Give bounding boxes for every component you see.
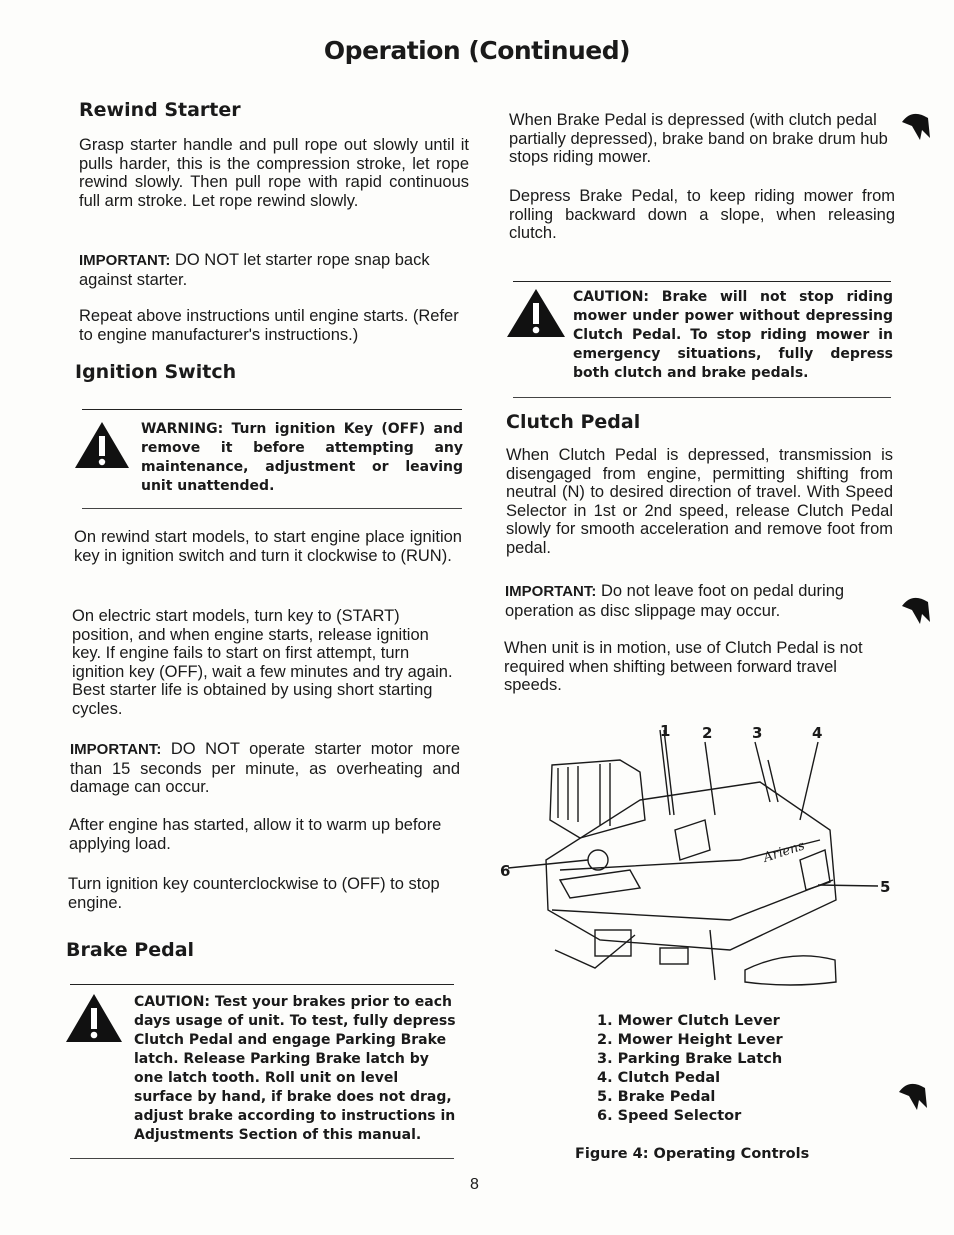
clutch-important: IMPORTANT: Do not leave foot on pedal during operation as disc slippage may occur. (505, 582, 845, 620)
figure-callout-5: 5 (880, 878, 890, 896)
clutch-heading: Clutch Pedal (506, 411, 641, 433)
ignition-important: IMPORTANT: DO NOT operate starter motor more than 15 seconds per minute, as overheating and damage can occur. (70, 740, 460, 796)
ignition-warning-top-rule (82, 409, 462, 410)
figure-callout-1: 1 (660, 722, 671, 740)
figure-callout-4: 4 (812, 724, 823, 742)
ignition-paragraph-1: On rewind start models, to start engine place ignition key in ignition switch and turn it clockwise to (RUN). (74, 528, 462, 565)
ignition-paragraph-5: Turn ignition key counterclockwise to (OFF) to stop engine. (68, 875, 440, 912)
page-title: Operation (Continued) (323, 36, 631, 65)
caution-triangle-icon (505, 287, 567, 339)
ignition-paragraph-2: On electric start models, turn key to (START) position, and when engine starts, release ignition key. If engine fails to start on first attempt, turn ignition key (OFF), wait a few minutes and try again. Best starter life is obtained by using short starting cycles. (72, 607, 453, 718)
important-label: IMPORTANT: (70, 741, 162, 758)
warning-triangle-icon (73, 420, 131, 470)
brake-paragraph-2: Depress Brake Pedal, to keep riding mower from rolling backward down a slope, when releasing clutch. (509, 187, 895, 242)
figure-brand-logo: Ariens (761, 838, 807, 866)
brake-caution-top-rule (70, 984, 454, 985)
binder-hole-mark-icon (898, 108, 932, 142)
clutch-paragraph-3: When unit is in motion, use of Clutch Pedal is not required when shifting between forward travel speeds. (504, 639, 863, 694)
brake-caution-bottom-rule (70, 1158, 454, 1159)
ignition-warning-bottom-rule (82, 508, 462, 509)
figure-legend (597, 1012, 783, 1126)
legend-item: 2. Mower Height Lever (597, 1032, 783, 1048)
legend-item: 4. Clutch Pedal (597, 1070, 721, 1086)
rewind-important: IMPORTANT: DO NOT let starter rope snap back against starter. (79, 251, 430, 289)
brake-heading: Brake Pedal (66, 939, 195, 961)
ignition-heading: Ignition Switch (75, 361, 237, 383)
legend-item: 3. Parking Brake Latch (597, 1051, 783, 1067)
rewind-heading: Rewind Starter (79, 99, 241, 121)
figure-callout-6: 6 (500, 862, 511, 880)
rewind-paragraph-3: Repeat above instructions until engine starts. (Refer to engine manufacturer's instructions.) (79, 307, 459, 344)
binder-hole-mark-icon (895, 1078, 929, 1112)
legend-item: 5. Brake Pedal (597, 1089, 716, 1105)
ignition-paragraph-4: After engine has started, allow it to warm up before applying load. (69, 816, 442, 853)
brake-caution2-top-rule (513, 281, 891, 282)
important-label: IMPORTANT: (505, 583, 597, 600)
ignition-warning-text: WARNING: Turn ignition Key (OFF) and remove it before attempting any maintenance, adjustment or leaving unit unattended. (141, 421, 463, 494)
operating-controls-figure (500, 720, 890, 990)
caution-triangle-icon (64, 992, 124, 1044)
brake-caution2-bottom-rule (513, 397, 891, 398)
brake-caution-text: CAUTION: Test your brakes prior to each days usage of unit. To test, fully depress Clutch Pedal and engage Parking Brake latch. Release Parking Brake latch by one latch tooth. Roll unit on level surface by hand, if brake does not drag, adjust brake according to instructions in Adjustments Section of this manual. (134, 994, 456, 1143)
important-label: IMPORTANT: (79, 252, 171, 269)
rewind-paragraph-1: Grasp starter handle and pull rope out slowly until it pulls harder, this is the compression stroke, let rope rewind slowly. Then pull rope with rapid continuous full arm stroke. Let rope rewind slowly. (79, 136, 469, 210)
brake-paragraph-1: When Brake Pedal is depressed (with clutch pedal partially depressed), brake band on brake drum hub stops riding mower. (509, 111, 888, 166)
page-number: 8 (470, 1176, 479, 1193)
legend-item: 6. Speed Selector (597, 1108, 742, 1124)
figure-caption: Figure 4: Operating Controls (575, 1146, 810, 1162)
binder-hole-mark-icon (898, 592, 932, 626)
clutch-paragraph-1: When Clutch Pedal is depressed, transmission is disengaged from engine, permitting shifting from neutral (N) to desired direction of travel. With Speed Selector in 1st or 2nd speed, release Clutch Pedal slowly for smooth acceleration and remove foot from pedal. (506, 446, 893, 557)
figure-callout-2: 2 (702, 724, 713, 742)
figure-callout-3: 3 (752, 724, 763, 742)
legend-item: 1. Mower Clutch Lever (597, 1013, 780, 1029)
brake-caution2-text: CAUTION: Brake will not stop riding mower under power without depressing Clutch Pedal. To stop riding mower in emergency situations, fully depress both clutch and brake pedals. (573, 289, 893, 381)
